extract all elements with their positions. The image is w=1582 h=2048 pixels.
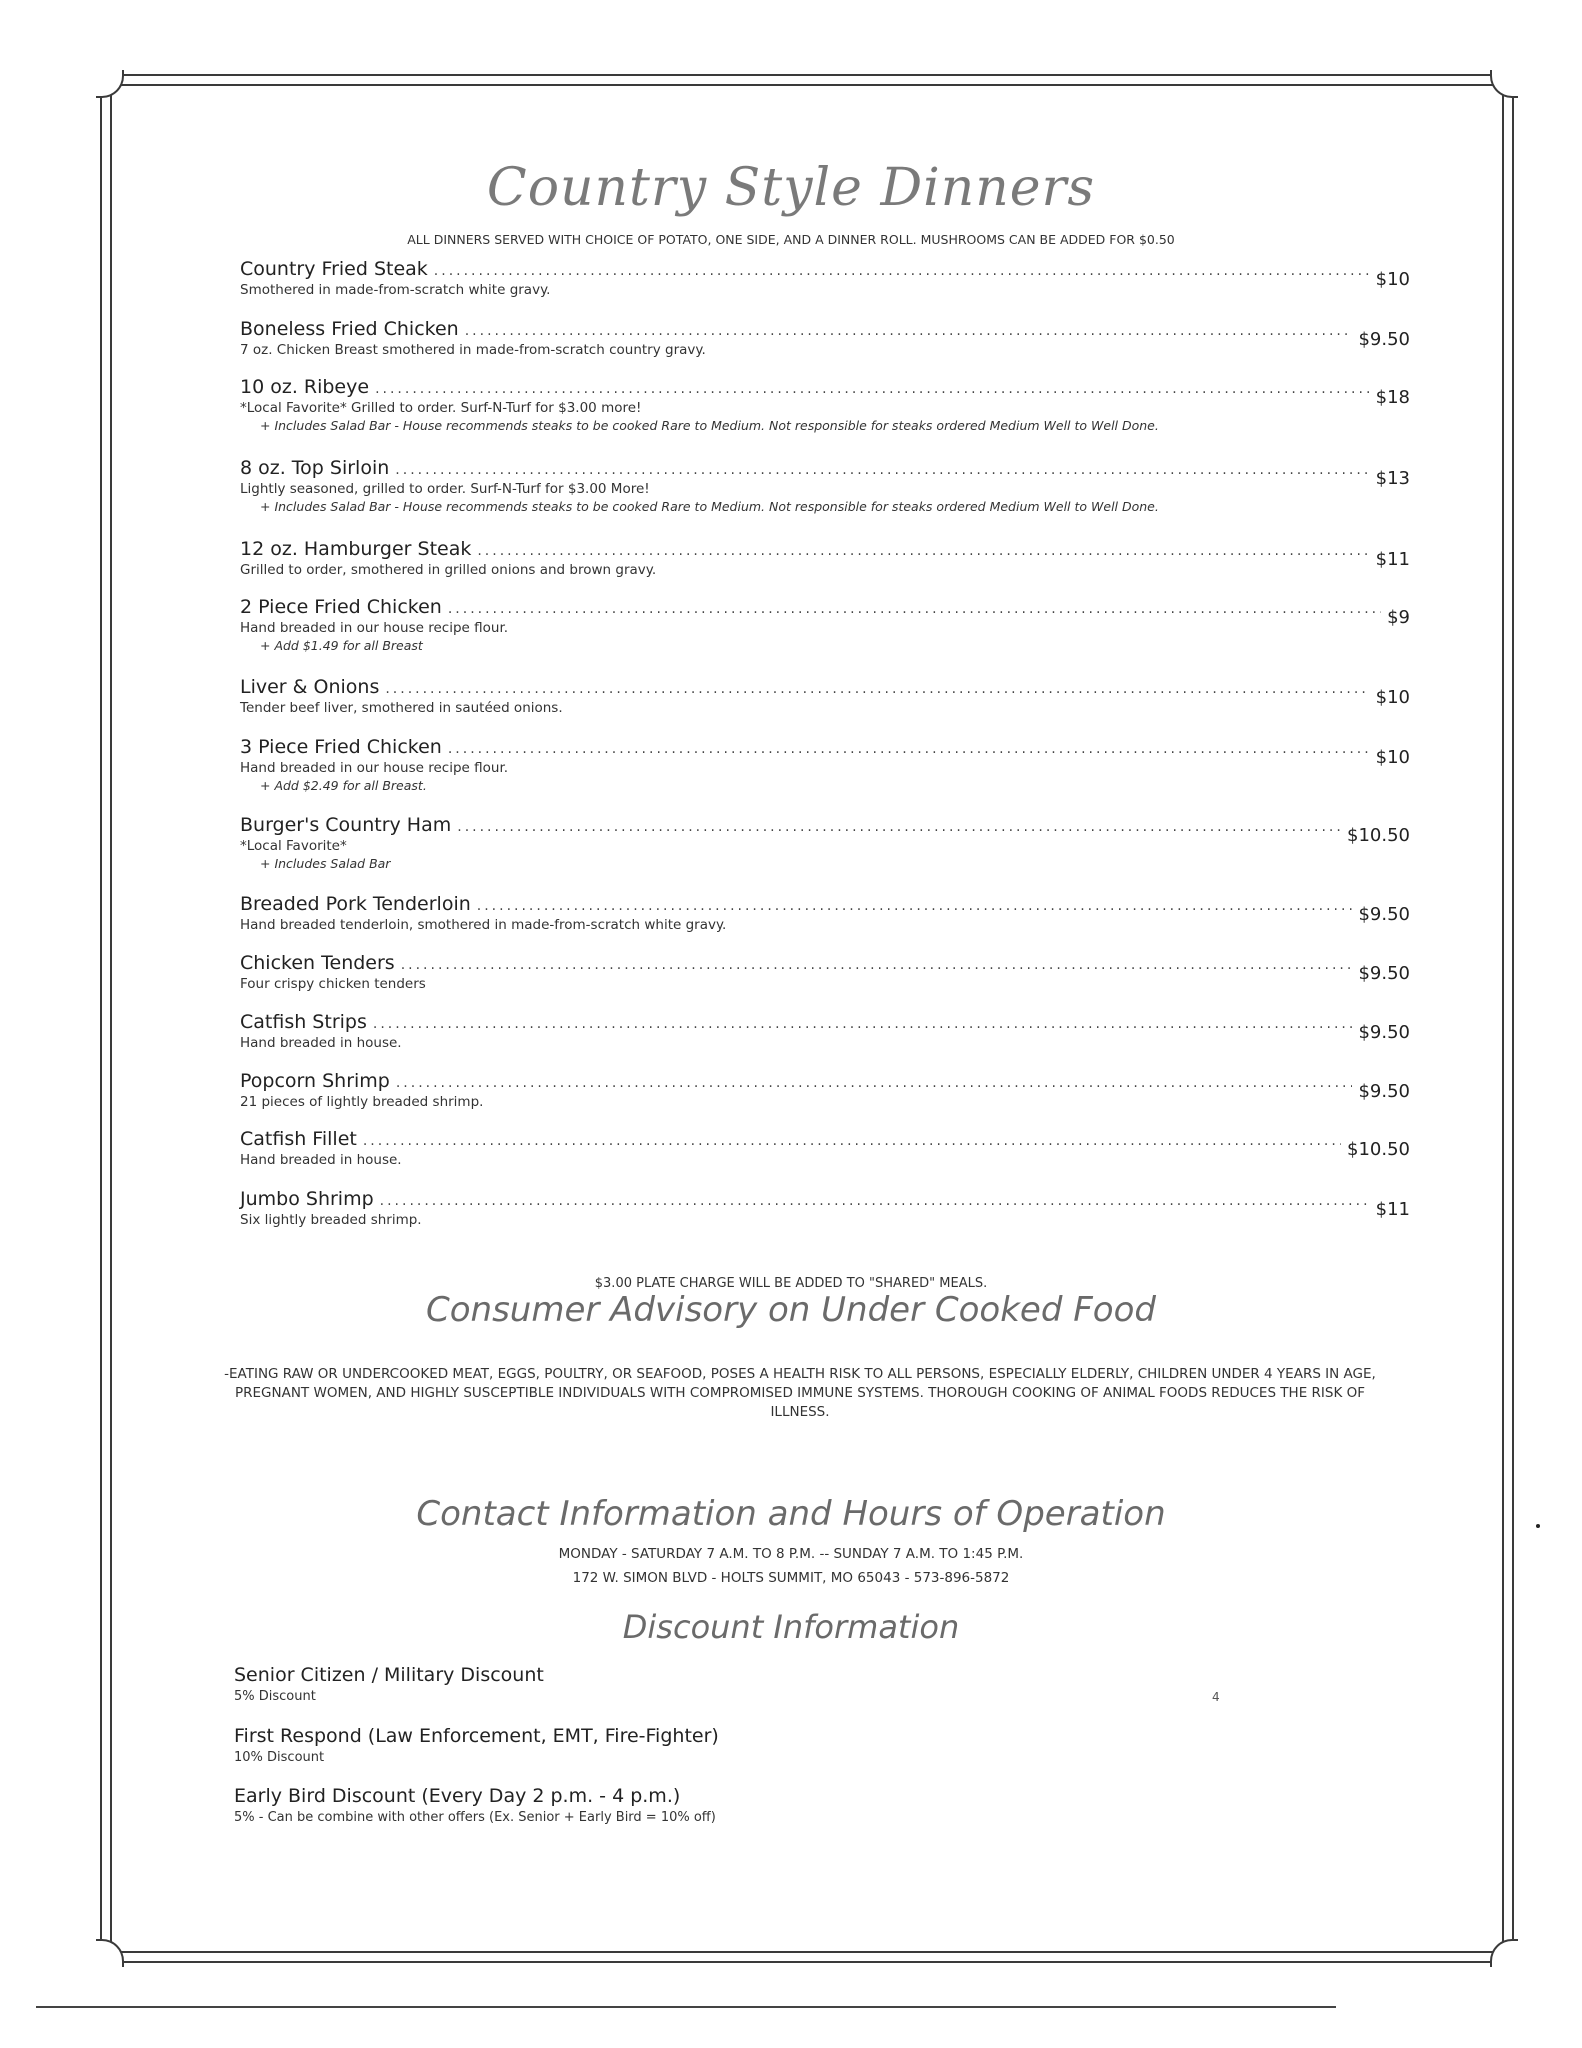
item-name: Liver & Onions xyxy=(240,676,380,698)
address-text: 172 W. SIMON BLVD - HOLTS SUMMIT, MO 65043 - 573-896-5872 xyxy=(572,1570,1010,1586)
discount-title: Early Bird Discount (Every Day 2 p.m. - 4 p.m.) xyxy=(234,1785,681,1807)
item-price: $10 xyxy=(1375,747,1410,768)
item-price: $10.50 xyxy=(1347,825,1410,846)
menu-item xyxy=(240,952,1410,992)
discount-description: 5% Discount xyxy=(234,1689,316,1704)
menu-item xyxy=(240,736,1410,793)
item-description: Six lightly breaded shrimp. xyxy=(240,1212,422,1228)
dot-leader xyxy=(477,898,1353,914)
menu-item xyxy=(240,676,1410,716)
item-price: $10 xyxy=(1375,269,1410,290)
dot-leader xyxy=(363,1133,1341,1149)
dot-leader xyxy=(380,1193,1370,1209)
item-price: $9.50 xyxy=(1358,329,1410,350)
menu-item xyxy=(240,457,1410,514)
item-name: Jumbo Shrimp xyxy=(240,1188,374,1210)
item-name: Catfish Strips xyxy=(240,1011,367,1033)
menu-item xyxy=(240,814,1410,871)
item-price: $9.50 xyxy=(1358,904,1410,925)
page-number: 4 xyxy=(1212,1690,1220,1704)
menu-item xyxy=(240,318,1410,358)
dot-leader xyxy=(373,1016,1353,1032)
menu-item xyxy=(240,258,1410,298)
item-name: 12 oz. Hamburger Steak xyxy=(240,538,472,560)
dot-leader xyxy=(465,323,1353,339)
item-name: Chicken Tenders xyxy=(240,952,395,974)
contact-heading: Contact Information and Hours of Operation xyxy=(416,1494,1166,1534)
item-name: 2 Piece Fried Chicken xyxy=(240,596,442,618)
dot-leader xyxy=(448,741,1370,757)
dot-leader xyxy=(434,263,1370,279)
discount-item xyxy=(234,1725,719,1765)
item-note: + Add $2.49 for all Breast. xyxy=(260,778,427,793)
item-price: $13 xyxy=(1375,468,1410,489)
menu-item xyxy=(240,1011,1410,1051)
menu-item xyxy=(240,1188,1410,1228)
discount-item xyxy=(234,1664,544,1704)
item-price: $10 xyxy=(1375,687,1410,708)
item-description: Four crispy chicken tenders xyxy=(240,976,426,992)
page-title: Country Style Dinners xyxy=(486,158,1096,218)
plate-charge-note: $3.00 PLATE CHARGE WILL BE ADDED TO "SHARED" MEALS. xyxy=(594,1276,988,1291)
item-description: Hand breaded tenderloin, smothered in made-from-scratch white gravy. xyxy=(240,917,727,933)
dot-leader xyxy=(477,543,1369,559)
item-price: $9.50 xyxy=(1358,963,1410,984)
item-price: $11 xyxy=(1375,549,1410,570)
item-description: 7 oz. Chicken Breast smothered in made-from-scratch country gravy. xyxy=(240,342,706,358)
item-name: 10 oz. Ribeye xyxy=(240,376,370,398)
dot-leader xyxy=(457,819,1341,835)
item-description: Hand breaded in our house recipe flour. xyxy=(240,620,509,636)
dot-leader xyxy=(448,601,1381,617)
menu-item xyxy=(240,1070,1410,1110)
item-name: Catfish Fillet xyxy=(240,1128,357,1150)
menu-subtitle: ALL DINNERS SERVED WITH CHOICE OF POTATO, ONE SIDE, AND A DINNER ROLL. MUSHROOMS CAN BE ADDED FOR $0.50 xyxy=(407,232,1175,247)
item-description: Hand breaded in house. xyxy=(240,1035,402,1051)
discount-title: Senior Citizen / Military Discount xyxy=(234,1664,544,1686)
item-name: Popcorn Shrimp xyxy=(240,1070,390,1092)
menu-item xyxy=(240,1128,1410,1168)
item-name: 8 oz. Top Sirloin xyxy=(240,457,390,479)
dot-leader xyxy=(385,681,1369,697)
menu-item xyxy=(240,538,1410,578)
item-description: *Local Favorite* xyxy=(240,838,347,854)
item-price: $9.50 xyxy=(1358,1081,1410,1102)
item-description: Hand breaded in our house recipe flour. xyxy=(240,760,509,776)
advisory-text: -EATING RAW OR UNDERCOOKED MEAT, EGGS, POULTRY, OR SEAFOOD, POSES A HEALTH RISK TO ALL PERSONS, ESPECIALLY ELDERLY, CHILDREN UNDER 4 YEARS IN AGE, PREGNANT WOMEN, AND HIGHLY SUSCEPTIBLE INDIVIDUALS WITH COMPROMISED IMMUNE SYSTEMS. THOROUGH COOKING OF ANIMAL FOODS REDUCES THE RISK OF ILLNESS. xyxy=(224,1366,1376,1420)
item-description: *Local Favorite* Grilled to order. Surf-N-Turf for $3.00 more! xyxy=(240,400,642,416)
discount-heading: Discount Information xyxy=(622,1608,960,1646)
item-note: + Add $1.49 for all Breast xyxy=(260,638,423,653)
dot-leader xyxy=(375,381,1370,397)
item-price: $11 xyxy=(1375,1199,1410,1220)
item-price: $9 xyxy=(1387,607,1410,628)
item-note: + Includes Salad Bar - House recommends steaks to be cooked Rare to Medium. Not responsible for steaks ordered Medium Well to Well Done. xyxy=(260,499,1159,514)
item-note: + Includes Salad Bar - House recommends steaks to be cooked Rare to Medium. Not responsible for steaks ordered Medium Well to Well Done. xyxy=(260,418,1159,433)
dot-leader xyxy=(396,1075,1353,1091)
discount-description: 5% - Can be combine with other offers (Ex. Senior + Early Bird = 10% off) xyxy=(234,1810,716,1825)
item-name: 3 Piece Fried Chicken xyxy=(240,736,442,758)
item-name: Country Fried Steak xyxy=(240,258,428,280)
menu-item xyxy=(240,893,1410,933)
discount-title: First Respond (Law Enforcement, EMT, Fire-Fighter) xyxy=(234,1725,719,1747)
item-name: Breaded Pork Tenderloin xyxy=(240,893,471,915)
item-description: Lightly seasoned, grilled to order. Surf-N-Turf for $3.00 More! xyxy=(240,481,650,497)
item-name: Boneless Fried Chicken xyxy=(240,318,459,340)
item-price: $18 xyxy=(1375,387,1410,408)
item-description: Grilled to order, smothered in grilled onions and brown gravy. xyxy=(240,562,657,578)
menu-item xyxy=(240,376,1410,433)
item-note: + Includes Salad Bar xyxy=(260,856,391,871)
item-description: Smothered in made-from-scratch white gravy. xyxy=(240,282,551,298)
dot-leader xyxy=(401,957,1353,973)
discount-description: 10% Discount xyxy=(234,1750,325,1765)
item-name: Burger's Country Ham xyxy=(240,814,452,836)
item-price: $9.50 xyxy=(1358,1022,1410,1043)
item-description: 21 pieces of lightly breaded shrimp. xyxy=(240,1094,484,1110)
dot-leader xyxy=(395,462,1369,478)
item-description: Tender beef liver, smothered in sautéed onions. xyxy=(240,700,563,716)
advisory-heading: Consumer Advisory on Under Cooked Food xyxy=(426,1290,1156,1330)
item-description: Hand breaded in house. xyxy=(240,1152,402,1168)
menu-item xyxy=(240,596,1410,653)
discount-item xyxy=(234,1785,716,1825)
item-price: $10.50 xyxy=(1347,1139,1410,1160)
hours-text: MONDAY - SATURDAY 7 A.M. TO 8 P.M. -- SUNDAY 7 A.M. TO 1:45 P.M. xyxy=(558,1546,1024,1562)
